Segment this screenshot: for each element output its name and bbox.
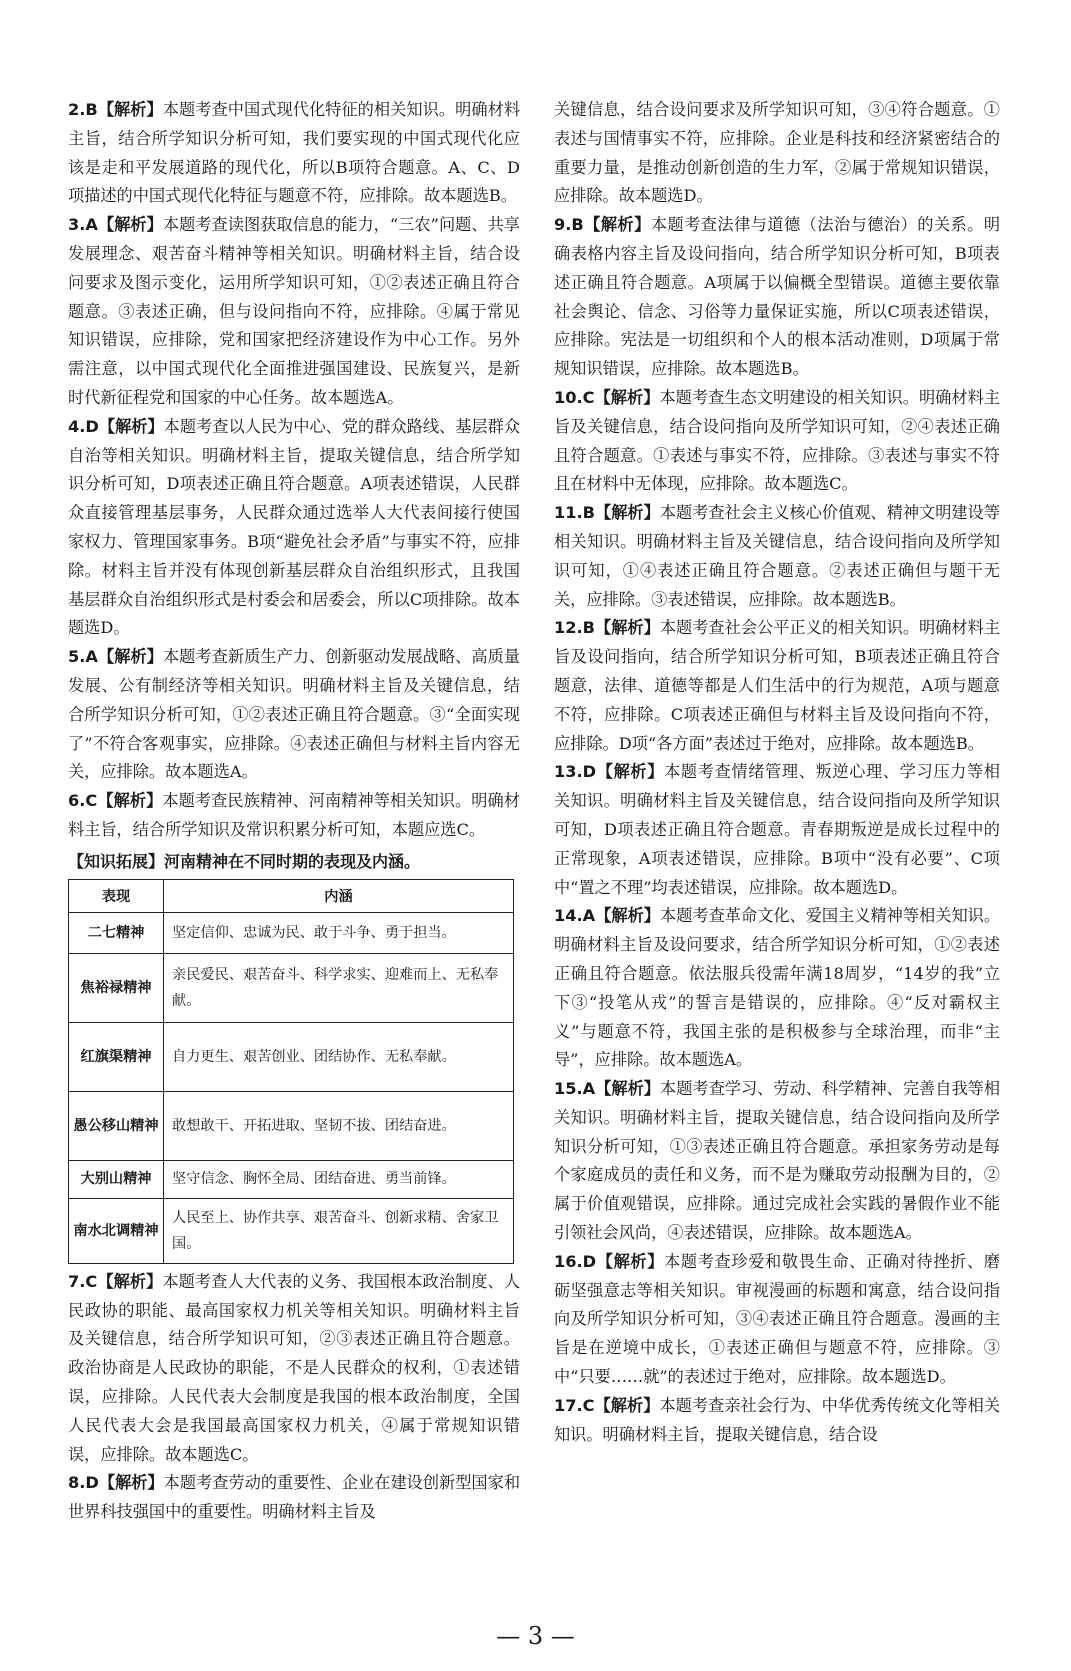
answer-item: 7.C【解析】本题考查人大代表的义务、我国根本政治制度、人民政协的职能、最高国家权力机关等相关知识。明确材料主旨及关键信息，结合所学知识可知，②③表述正确且符合题意。政治协商是人民政协的职能，不是人民群众的权利，①表述错误，应排除。人民代表大会制度是我国的根本政治制度，全国人民代表大会是我国最高国家权力机关，④属于常规知识错误，应排除。故本题选C。 — [68, 1271, 521, 1464]
left-column — [68, 96, 520, 1527]
table-row — [69, 953, 514, 1022]
table-row — [69, 1160, 514, 1198]
answer-item: 15.A【解析】本题考查学习、劳动、科学精神、完善自我等相关知识。明确材料主旨，提取关键信息，结合设问指向及所学知识分析可知，①③表述正确且符合题意。承担家务劳动是每个家庭成员的责任和义务，而不是为赚取劳动报酬为目的，②属于价值观错误，应排除。通过完成社会实践的暑假作业不能引领社会风尚，④表述错误，应排除。故本题选A。 — [554, 1079, 1001, 1243]
spirit-name: 南水北调精神 — [69, 1198, 164, 1263]
answer-item: 9.B【解析】本题考查法律与道德（法治与德治）的关系。明确表格内容主旨及设问指向，结合所学知识分析可知，B项表述正确且符合题意。A项属于以偏概全型错误。道德主要依靠社会舆论、信念、习俗等力量保证实施，所以C项表述错误，应排除。宪法是一切组织和个人的根本活动准则，D项属于常规知识错误，应排除。故本题选B。 — [554, 215, 1001, 379]
answer-item: 11.B【解析】本题考查社会主义核心价值观、精神文明建设等相关知识。明确材料主旨及关键信息，结合设问指向及所学知识可知，①④表述正确且符合题意。②表述正确但与题干无关，应排除。③表述错误，应排除。故本题选B。 — [554, 503, 1001, 609]
spirit-content: 人民至上、协作共享、艰苦奋斗、创新求精、舍家卫国。 — [164, 1198, 514, 1263]
spirit-content: 敢想敢干、开拓进取、坚韧不拔、团结奋进。 — [164, 1091, 514, 1160]
table-header-row — [69, 879, 514, 912]
knowledge-extension-title: 【知识拓展】河南精神在不同时期的表现及内涵。 — [68, 851, 421, 871]
table-header: 内涵 — [164, 879, 514, 912]
spirit-content: 坚守信念、胸怀全局、团结奋进、勇当前锋。 — [164, 1160, 514, 1198]
table-header: 表现 — [69, 879, 164, 912]
table-row — [69, 1022, 514, 1091]
answer-item: 8.D【解析】本题考查劳动的重要性、企业在建设创新型国家和世界科技强国中的重要性。明确材料主旨及 — [68, 1473, 521, 1522]
spirit-content: 自力更生、艰苦创业、团结协作、无私奉献。 — [164, 1022, 514, 1091]
table-row — [69, 1091, 514, 1160]
answer-item: 10.C【解析】本题考查生态文明建设的相关知识。明确材料主旨及关键信息，结合设问指向及所学知识可知，②④表述正确且符合题意。①表述与事实不符，应排除。③表述与事实不符且在材料中无体现，应排除。故本题选C。 — [554, 387, 1001, 494]
answer-item: 16.D【解析】本题考查珍爱和敬畏生命、正确对待挫折、磨砺坚强意志等相关知识。审视漫画的标题和寓意，结合设问指向及所学知识分析可知，③④表述正确且符合题意。漫画的主旨是在逆境中成长，①表述正确但与题意不符，应排除。③中“只要……就”的表述过于绝对，应排除。故本题选D。 — [554, 1251, 1000, 1387]
spirit-name: 愚公移山精神 — [69, 1091, 164, 1160]
spirit-name: 红旗渠精神 — [69, 1022, 164, 1091]
answer-item: 3.A【解析】本题考查读图获取信息的能力，“三农”问题、共享发展理念、艰苦奋斗精神等相关知识。明确材料主旨，结合设问要求及图示变化，运用所学知识可知，①②表述正确且符合题意。③表述正确，但与设问指向不符，应排除。④属于常见知识错误，应排除，党和国家把经济建设作为中心工作。另外需注意，以中国式现代化全面推进强国建设、民族复兴，是新时代新征程党和国家的中心任务。故本题选A。 — [68, 215, 520, 407]
spirit-name: 焦裕禄精神 — [69, 953, 164, 1022]
right-column — [554, 96, 1000, 1449]
answer-item: 2.B【解析】本题考查中国式现代化特征的相关知识。明确材料主旨，结合所学知识分析可知，我们要实现的中国式现代化应该是走和平发展道路的现代化，所以B项符合题意。A、C、D项描述的中国式现代化特征与题意不符，应排除。故本题选B。 — [68, 100, 521, 206]
answer-item: 4.D【解析】本题考查以人民为中心、党的群众路线、基层群众自治等相关知识。明确材料主旨，提取关键信息，结合所学知识分析可知，D项表述正确且符合题意。A项表述错误，人民群众直接管理基层事务，人民群众通过选举人大代表间接行使国家权力、管理国家事务。B项“避免社会矛盾”与事实不符，应排除。材料主旨并没有体现创新基层群众自治组织形式，且我国基层群众自治组织形式是村委会和居委会，所以C项排除。故本题选D。 — [68, 416, 521, 638]
answer-item: 5.A【解析】本题考查新质生产力、创新驱动发展战略、高质量发展、公有制经济等相关知识。明确材料主旨及关键信息，结合所学知识分析可知，①②表述正确且符合题意。③“全面实现了”不符合客观事实，应排除。④表述正确但与材料主旨内容无关，应排除。故本题选A。 — [68, 647, 521, 782]
answer-item: 13.D【解析】本题考查情绪管理、叛逆心理、学习压力等相关知识。明确材料主旨及关键信息，结合设问指向及所学知识可知，D项表述正确且符合题意。青春期叛逆是成长过程中的正常现象，A项表述错误，应排除。B项中“没有必要”、C项中“置之不理”均表述错误，应排除。故本题选D。 — [554, 762, 1000, 897]
answer-item: 14.A【解析】本题考查革命文化、爱国主义精神等相关知识。明确材料主旨及设问要求，结合所学知识分析可知，①②表述正确且符合题意。依法服兵役需年满18周岁，“14岁的我”立下③“投笔从戎”的誓言是错误的，应排除。④“反对霸权主义”与题意不符，我国主张的是积极参与全球治理，而非“主导”，应排除。故本题选A。 — [554, 906, 1001, 1070]
page-number: — 3 — — [496, 1622, 575, 1650]
table-row — [69, 912, 514, 953]
answer-continuation: 关键信息，结合设问要求及所学知识可知，③④符合题意。①表述与国情事实不符，应排除。企业是科技和经济紧密结合的重要力量，是推动创新创造的生力军，②属于常规知识错误，应排除。故本题选D。 — [554, 100, 1000, 206]
spirit-content: 亲民爱民、艰苦奋斗、科学求实、迎难而上、无私奉献。 — [164, 953, 514, 1022]
answer-item: 12.B【解析】本题考查社会公平正义的相关知识。明确材料主旨及设问指向，结合所学知识分析可知，B项表述正确且符合题意，法律、道德等都是人们生活中的行为规范，A项与题意不符，应排除。C项表述正确但与材料主旨及设问指向不符，应排除。D项“各方面”表述过于绝对，应排除。故本题选B。 — [554, 618, 1001, 753]
answer-item: 6.C【解析】本题考查民族精神、河南精神等相关知识。明确材料主旨，结合所学知识及常识积累分析可知，本题应选C。 — [68, 791, 521, 839]
spirit-name: 二七精神 — [69, 912, 164, 953]
henan-spirit-table — [68, 879, 514, 1264]
answer-item: 17.C【解析】本题考查亲社会行为、中华优秀传统文化等相关知识。明确材料主旨，提取关键信息，结合设 — [554, 1395, 1001, 1444]
spirit-content: 坚定信仰、忠诚为民、敢于斗争、勇于担当。 — [164, 912, 514, 953]
table-row — [69, 1198, 514, 1263]
spirit-name: 大别山精神 — [69, 1160, 164, 1198]
